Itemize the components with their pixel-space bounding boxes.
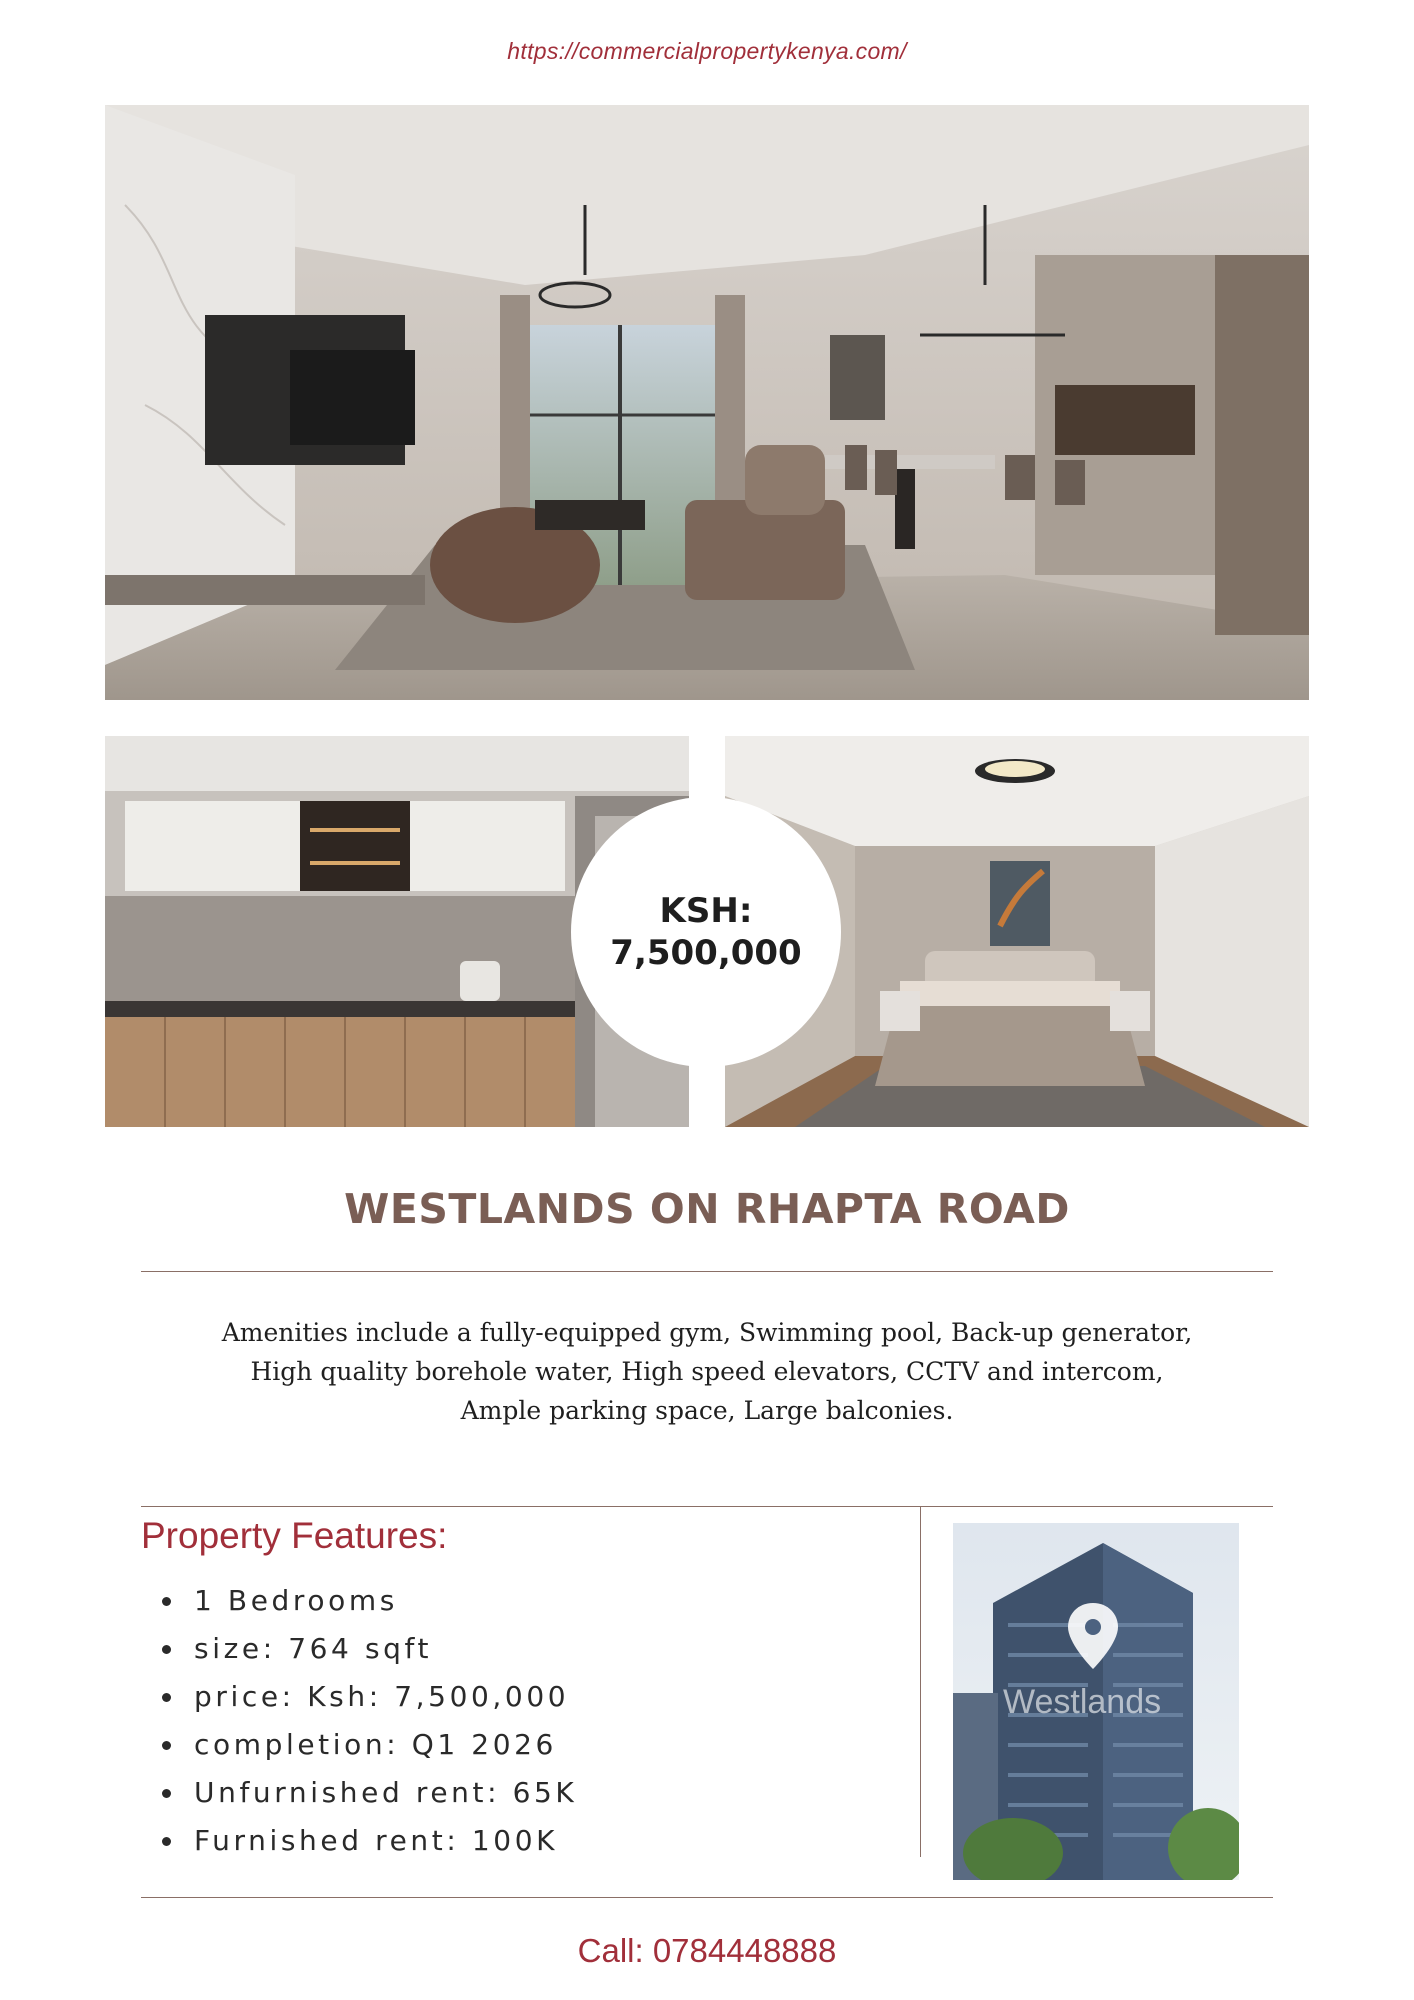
call-phone-link[interactable]: Call: 0784448888 xyxy=(577,1932,837,1969)
feature-item-bedrooms: 1 Bedrooms xyxy=(160,1577,577,1625)
price-badge-amount: 7,500,000 xyxy=(610,933,802,973)
amenities-line: High quality borehole water, High speed elevators, CCTV and intercom, xyxy=(250,1357,1164,1386)
amenities-line: Amenities include a fully-equipped gym, Swimming pool, Back-up generator, xyxy=(221,1318,1193,1347)
price-badge xyxy=(571,797,841,1067)
price-badge-currency: KSH: xyxy=(659,891,753,931)
property-title: WESTLANDS ON RHAPTA ROAD xyxy=(344,1185,1070,1233)
feature-item-price: price: Ksh: 7,500,000 xyxy=(160,1673,577,1721)
vertical-divider xyxy=(920,1507,921,1857)
amenities-text xyxy=(141,1313,1273,1430)
website-url-link[interactable]: https://commercialpropertykenya.com/ xyxy=(507,38,907,64)
feature-item-completion: completion: Q1 2026 xyxy=(160,1721,577,1769)
amenities-line: Ample parking space, Large balconies. xyxy=(460,1396,954,1425)
divider xyxy=(141,1271,1273,1272)
divider xyxy=(141,1897,1273,1898)
features-heading: Property Features: xyxy=(141,1515,448,1556)
features-list xyxy=(160,1577,577,1865)
feature-item-unfurnished-rent: Unfurnished rent: 65K xyxy=(160,1769,577,1817)
feature-item-size: size: 764 sqft xyxy=(160,1625,577,1673)
divider xyxy=(141,1506,1273,1507)
living-room-photo xyxy=(105,105,1309,700)
building-photo xyxy=(953,1523,1239,1880)
feature-item-furnished-rent: Furnished rent: 100K xyxy=(160,1817,577,1865)
building-photo-overlay-text: Westlands xyxy=(1003,1683,1162,1721)
